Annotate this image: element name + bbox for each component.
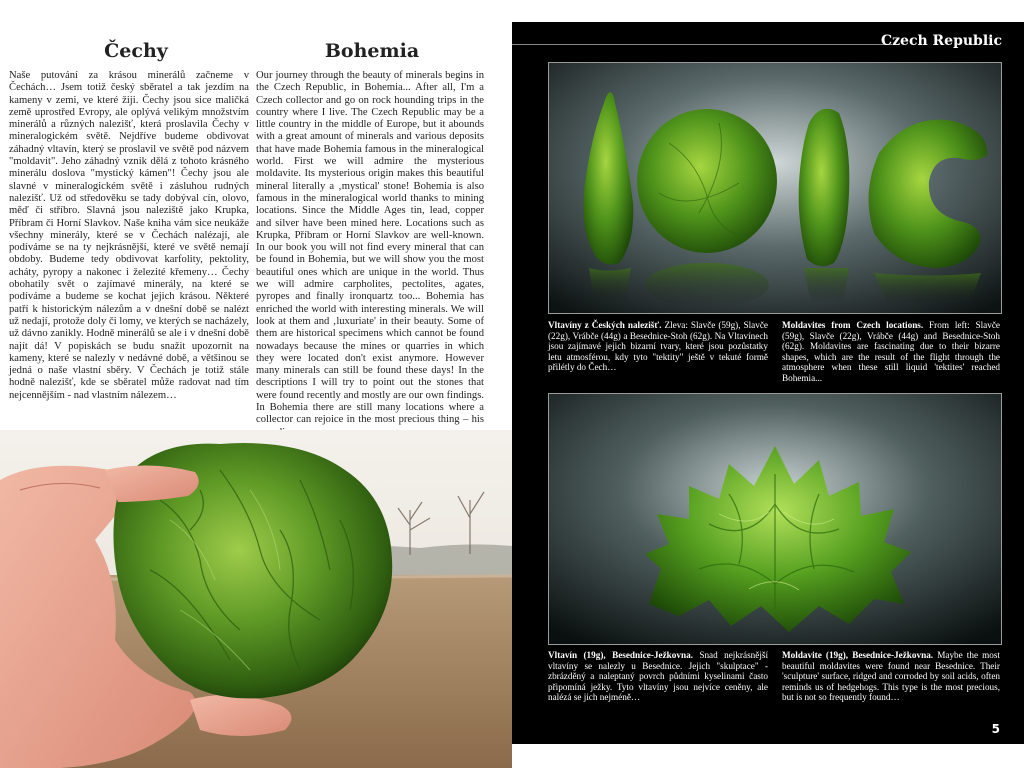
caption-2-english-body: Maybe the most beautiful moldavites were found near Besednice. Their 'sculpture' surface, ridged and corroded by soil acids, often reminds us of hedgehogs. This type is the most precious, but is not so frequently found… <box>782 650 1000 703</box>
header-rule <box>512 44 892 45</box>
right-page <box>512 22 1024 744</box>
text-column-english: Our journey through the beauty of minerals begins in the Czech Republic, in Bohemia... After all, I'm a Czech collector and go on rock hounding trips in the country where I live. The Czech Republic may be a little country in the middle of Europe, but it abounds with a great amount of minerals and various deposits that have made Bohemia famous in the mineralogical world. First we will admire the mysterious moldavite. Its mysterious origin makes this beautiful mineral literally a ‚mystical' stone! Bohemia is also famous in the mineralogical world thanks to mining locations. Since the Middle Ages tin, lead, copper and silver have been mined here. Locations such as Krupka, Příbram or Horní Slavkov are well-known. In our book you will not find every mineral that can be found in Bohemia, but we will show you the most beautiful ones which are unique in the world. Thus we will admire carpholites, pectolites, agates, pyropes and finally ironquartz too... Bohemia has enriched the world with interesting minerals. We will look at them and ‚luxuriate' in their beauty. Some of them are historical specimens which cannot be found nowadays because the mines or quarries in which they were located don't exist anymore. However many minerals can still be found these days! In the descriptions I will try to point out the stones that were found recently and mostly are our own findings. In Bohemia there are still many locations where a collector can rejoice in the most precious thing – his <box>256 70 484 426</box>
title-english: Bohemia <box>324 40 420 62</box>
photo-four-moldavites <box>548 62 1002 314</box>
caption-2-english <box>782 650 1000 703</box>
text-column-czech: Naše putování za krásou minerálů začneme v Čechách… Jsem totiž český sběratel a tak jezdím na kameny v zemi, ve které žiji. Čechy jsou sice maličká země uprostřed Evropy, ale oplývá velikým množstvím minerálů a různých nalezišť, která proslavila Čechy v mineralogickém světě. Nejdříve budeme obdivovat záhadný vltavín, který se proslavil ve světě pod názvem "moldavit". Jeho záhadný vznik dělá z tohoto krásného minerálu doslova "mystický kámen"! Čechy jsou ale slavné v mineralogickém světě i zásluhou rudných nalezišť. Už od středověku se tady dobýval cín, olovo, měď či stříbro. Slavná jsou naleziště jako Krupka, Příbram či Horní Slavkov. Naše kniha vám sice neukáže všechny minerály, které se v Čechách nalézají, ale podíváme se na ty nejkrásnější, které ve světě nemají obdoby. Budeme tedy obdivovat karfolity, pektolity, acháty, pyropy a nakonec i železité křemeny… Čechy obohatily svět o zajímavé minerály, na které se podíváme a budeme se kochat jejich krásou. Některé patří k historickým nálezům a v dnešní době se nalézt už nedají, protože doly či lomy, ve kterých se nacházely, už dávno zanikly. Hodně minerálů se ale i v dnešní době najít dá! V popiskách se budu snažit upozornit na kameny, které se nalezly v nedávné době, a většinou se jedná o naše vlastní sběry. V Čechách je totiž stále hodně nalezišť, kde se sběratel může radovat nad tím nejcennějším - nad vlastním nálezem… <box>9 70 249 401</box>
caption-2-czech <box>548 650 768 703</box>
caption-2-czech-title: Vltavín (19g), Besednice-Ježkovna. <box>548 650 693 660</box>
caption-1-english-body: From left: Slavče (59g), Slavče (22g), Vrábče (44g) and Besednice-Stoh (62g). Moldavites are fascinating due to their bizarre shapes, which are the result of the flight through the atmosphere when these still liquid 'tektites' reached Bohemia... <box>782 320 1000 383</box>
caption-1-english-title: Moldavites from Czech locations. <box>782 320 924 330</box>
title-czech: Čechy <box>104 40 168 62</box>
caption-1-czech <box>548 320 768 373</box>
caption-2-czech-body: Snad nejkrásnější vltavíny se nalezly u Besednice. Jejich "skulptace" - zbrázděný a naleptaný povrch půdními kyselinami často připomíná ježky. Tyto vltavíny jsou nejvíce ceněny, ale nalézá se jich nejméně… <box>548 650 769 703</box>
caption-1-czech-title: Vltavíny z Českých nalezišť. <box>548 320 662 330</box>
page-number: 5 <box>991 722 1000 736</box>
caption-2-english-title: Moldavite (19g), Besednice-Ježkovna. <box>782 650 934 660</box>
photo-hand-holding-moldavite <box>0 430 512 768</box>
photo-hedgehog-moldavite <box>548 393 1002 645</box>
caption-1-czech-body: Zleva: Slavče (59g), Slavče (22g), Vrábče (44g) a Besednice-Stoh (62g). Na Vltavínech jsou zajímavé jejich bizarní tvary, které jsou pozůstatky letu atmosférou, kdy tyto "tektity" ještě v tekuté formě přilétly do Čech… <box>548 320 768 373</box>
chapter-header: Czech Republic <box>880 33 1002 49</box>
caption-1-english <box>782 320 1000 384</box>
